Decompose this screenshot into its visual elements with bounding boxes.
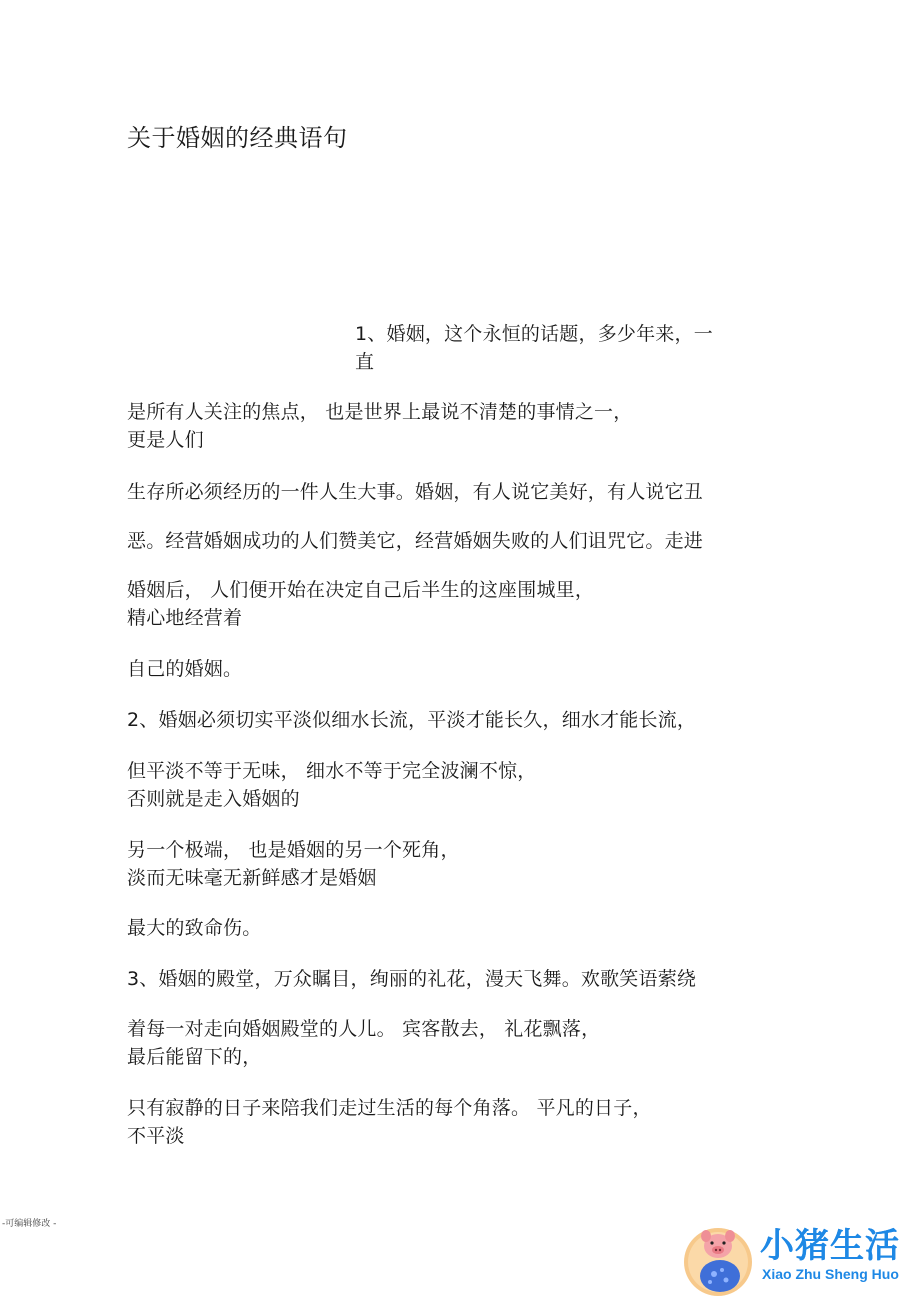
paragraph-2-line-5: 淡而无味毫无新鲜感才是婚姻 xyxy=(127,867,377,889)
paragraph-1-line-6: 恶。经营婚姻成功的人们赞美它，经营婚姻失败的人们诅咒它。走进 xyxy=(127,530,704,552)
logo-english-name: Xiao Zhu Sheng Huo xyxy=(762,1266,899,1282)
paragraph-2-line-3: 否则就是走入婚姻的 xyxy=(127,788,300,810)
paragraph-1-line-1: 1、婚姻，这个永恒的话题，多少年来，一 xyxy=(355,323,713,345)
paragraph-1-line-7: 婚姻后， 人们便开始在决定自己后半生的这座围城里， xyxy=(127,579,595,601)
paragraph-1-line-3: 是所有人关注的焦点， 也是世界上最说不清楚的事情之一， xyxy=(127,401,633,423)
paragraph-2-line-2: 但平淡不等于无味， 细水不等于完全波澜不惊， xyxy=(127,760,537,782)
paragraph-1-line-8: 精心地经营着 xyxy=(127,607,243,629)
paragraph-3-line-1: 3、婚姻的殿堂，万众瞩目，绚丽的礼花，漫天飞舞。欢歌笑语萦绕 xyxy=(127,968,697,990)
paragraph-3-line-3: 最后能留下的， xyxy=(127,1046,262,1068)
paragraph-1-line-4: 更是人们 xyxy=(127,429,204,451)
paragraph-1-line-9: 自己的婚姻。 xyxy=(127,658,243,680)
pig-mascot-icon xyxy=(680,1218,756,1298)
paragraph-1-line-5: 生存所必须经历的一件人生大事。婚姻，有人说它美好，有人说它丑 xyxy=(127,481,704,503)
document-title: 关于婚姻的经典语句 xyxy=(127,124,348,152)
paragraph-3-line-4: 只有寂静的日子来陪我们走过生活的每个角落。 平凡的日子， xyxy=(127,1097,652,1119)
paragraph-2-line-6: 最大的致命伤。 xyxy=(127,917,262,939)
logo-chinese-name: 小猪生活 xyxy=(760,1226,900,1266)
paragraph-3-line-2: 着每一对走向婚姻殿堂的人儿。 宾客散去， 礼花飘落， xyxy=(127,1018,601,1040)
paragraph-1-line-2: 直 xyxy=(355,351,375,373)
paragraph-2-line-1: 2、婚姻必须切实平淡似细水长流，平淡才能长久，细水才能长流， xyxy=(127,709,697,731)
editable-footer-note: -可编辑修改 - xyxy=(2,1219,57,1229)
brand-logo xyxy=(680,1214,916,1300)
paragraph-3-line-5: 不平淡 xyxy=(127,1125,185,1147)
paragraph-2-line-4: 另一个极端， 也是婚姻的另一个死角， xyxy=(127,839,460,861)
